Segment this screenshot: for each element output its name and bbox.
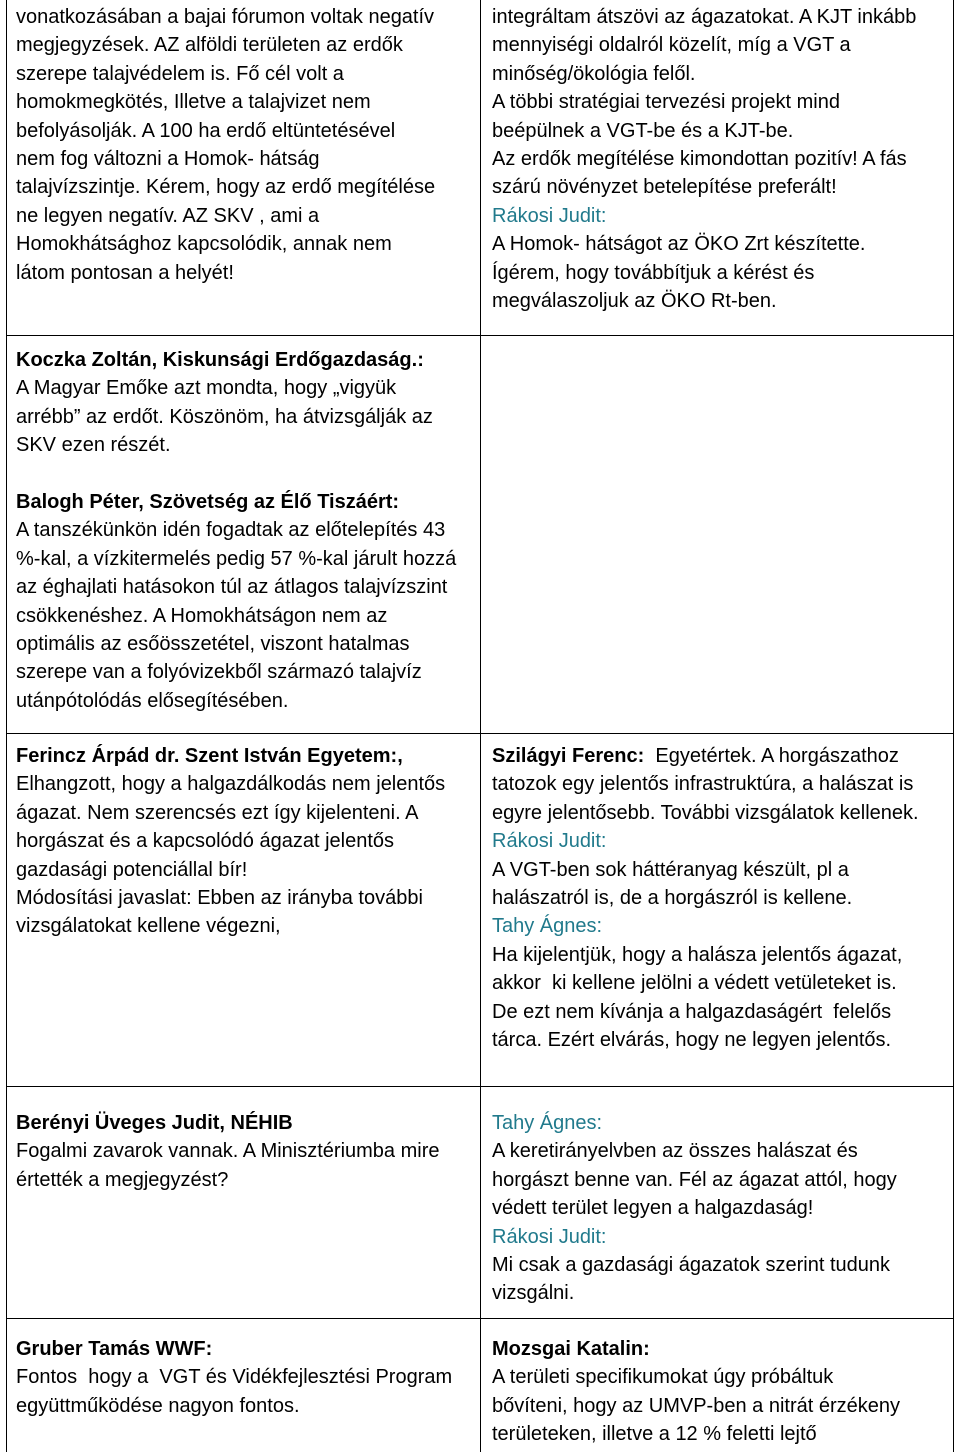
text-line: területeken, illetve a 12 % feletti lejtő <box>492 1423 817 1446</box>
text-line: értették a megjegyzést? <box>16 1168 229 1191</box>
comment-paragraph <box>16 742 480 941</box>
speaker-name: Koczka Zoltán, Kiskunsági Erdőgazdaság.: <box>16 349 424 371</box>
text-line: vizsgálatokat kellene végezni, <box>16 915 281 938</box>
text-line <box>492 912 953 940</box>
text-line: Fogalmi zavarok vannak. A Minisztériumba mire <box>16 1140 440 1163</box>
text-line <box>492 1223 953 1251</box>
text-line: látom pontosan a helyét! <box>16 261 234 284</box>
text-line: Ígérem, hogy továbbítjuk a kérést és <box>492 261 815 284</box>
comment-cell <box>7 1319 481 1452</box>
text-line <box>492 827 953 855</box>
text-line: A Homok- hátságot az ÖKO Zrt készítette. <box>492 233 866 256</box>
text-line: A tanszékünkön idén fogadtak az előtelepítés 43 <box>16 519 446 542</box>
text-line <box>492 1335 953 1363</box>
respondent-name: Tahy Ágnes: <box>492 1112 603 1134</box>
text-line: Homokhátsághoz kapcsolódik, annak nem <box>16 233 392 256</box>
text-line: De ezt nem kívánja a halgazdaságért felelős <box>492 1000 892 1023</box>
text-line: Mi csak a gazdasági ágazatok szerint tudunk <box>492 1253 890 1276</box>
text-line <box>16 488 480 516</box>
respondent-name: Rákosi Judit: <box>492 204 607 227</box>
speaker-name: Gruber Tamás WWF: <box>16 1338 213 1360</box>
table-row <box>6 1319 954 1452</box>
text-line: Fontos hogy a VGT és Vidékfejlesztési Program <box>16 1366 453 1389</box>
comment-paragraph <box>16 1335 480 1420</box>
text-line: mennyiségi oldalról közelít, míg a VGT a <box>492 34 851 57</box>
text-line: homokmegkötés, Illetve a talajvizet nem <box>16 91 371 114</box>
table-row <box>6 336 954 734</box>
text-line: A VGT-ben sok háttéranyag készült, pl a <box>492 858 849 881</box>
text-line: gazdasági potenciállal bír! <box>16 858 248 881</box>
text-line: akkor ki kellene jelölni a védett vetületeket is. <box>492 972 897 995</box>
text-line: vizsgálni. <box>492 1282 575 1305</box>
text-line <box>16 1335 480 1363</box>
text-line: A területi specifikumokat úgy próbáltuk <box>492 1366 834 1389</box>
text-line: SKV ezen részét. <box>16 434 171 457</box>
response-paragraph <box>492 1335 953 1449</box>
text-line: szerepe van a folyóvizekből származó talajvíz <box>16 661 422 684</box>
text-line: bővíteni, hogy az UMVP-ben a nitrát érzékeny <box>492 1394 900 1417</box>
response-paragraph <box>492 1109 953 1308</box>
text-line: optimális az esőösszetétel, viszont hatalmas <box>16 632 410 655</box>
text-line: Elhangzott, hogy a halgazdálkodás nem jelentős <box>16 773 446 796</box>
text-line: utánpótolódás elősegítésében. <box>16 689 289 712</box>
respondent-name: Rákosi Judit: <box>492 1225 607 1248</box>
text-line: Ha kijelentjük, hogy a halásza jelentős ágazat, <box>492 943 903 966</box>
text-line: integráltam átszövi az ágazatokat. A KJT inkább <box>492 6 917 28</box>
comment-cell <box>7 734 481 1086</box>
text-line: arrébb” az erdőt. Köszönöm, ha átvizsgálják az <box>16 405 433 428</box>
speaker-name: Berényi Üveges Judit, NÉHIB <box>16 1112 293 1134</box>
text-line: tatozok egy jelentős infrastruktúra, a halászat is <box>492 773 914 796</box>
text-line: az éghajlati hatásokon túl az átlagos talajvízszint <box>16 576 448 599</box>
speaker-name: Ferincz Árpád dr. Szent István Egyetem:, <box>16 745 403 767</box>
respondent-name: Rákosi Judit: <box>492 830 607 853</box>
text-line: szárú növényzet betelepítése preferált! <box>492 176 837 199</box>
text-fragment: Egyetértek. A horgászathoz <box>644 745 899 767</box>
comment-cell <box>7 0 481 335</box>
text-line <box>16 1109 480 1137</box>
table-row <box>6 0 954 336</box>
text-line: védett terület legyen a halgazdaság! <box>492 1197 814 1220</box>
response-cell <box>481 336 953 733</box>
text-line: megválaszoljuk az ÖKO Rt-ben. <box>492 289 777 312</box>
table-row <box>6 734 954 1087</box>
text-line <box>492 742 953 770</box>
text-line: Módosítási javaslat: Ebben az irányba további <box>16 886 423 909</box>
text-line: halászatról is, de a horgászról is kellene. <box>492 886 853 909</box>
text-line: szerepe talajvédelem is. Fő cél volt a <box>16 62 344 85</box>
text-line: befolyásolják. A 100 ha erdő eltüntetésével <box>16 119 396 142</box>
response-cell <box>481 0 953 335</box>
text-line: vonatkozásában a bajai fórumon voltak negatív <box>16 6 435 28</box>
text-line: %-kal, a vízkitermelés pedig 57 %-kal járult hozzá <box>16 547 457 570</box>
text-line <box>492 1109 953 1137</box>
comment-paragraph <box>16 3 480 287</box>
text-line: A keretirányelvben az összes halászat és <box>492 1140 858 1163</box>
text-line: talajvízszintje. Kérem, hogy az erdő megítélése <box>16 176 436 199</box>
response-cell <box>481 1087 953 1318</box>
text-line: Az erdők megítélése kimondottan pozitív! A fás <box>492 147 907 170</box>
minutes-table <box>6 0 954 1452</box>
speaker-name: Balogh Péter, Szövetség az Élő Tiszáért: <box>16 490 400 513</box>
text-line: tárca. Ezért elvárás, hogy ne legyen jelentős. <box>492 1028 892 1051</box>
text-line <box>16 346 480 374</box>
text-line: A Magyar Emőke azt mondta, hogy „vigyük <box>16 377 397 400</box>
respondent-name: Tahy Ágnes: <box>492 915 603 938</box>
text-line: ne legyen negatív. AZ SKV , ami a <box>16 204 320 227</box>
response-cell <box>481 1319 953 1452</box>
text-line: megjegyzések. AZ alföldi területen az erdők <box>16 34 403 57</box>
comment-paragraph <box>16 488 480 715</box>
text-line <box>16 742 480 770</box>
text-line: egyre jelentősebb. További vizsgálatok kellenek. <box>492 801 919 824</box>
response-cell <box>481 734 953 1086</box>
text-line: együttműködése nagyon fontos. <box>16 1394 300 1417</box>
text-line: A többi stratégiai tervezési projekt mind <box>492 91 840 114</box>
comment-paragraph <box>16 1109 480 1194</box>
comment-paragraph <box>16 346 480 460</box>
comment-cell <box>7 336 481 733</box>
text-line: horgászat és a kapcsolódó ágazat jelentős <box>16 830 395 853</box>
speaker-name: Szilágyi Ferenc: <box>492 745 645 767</box>
text-line: minőség/ökológia felől. <box>492 62 696 85</box>
text-line: ágazat. Nem szerencsés ezt így kijelenteni. A <box>16 801 419 824</box>
comment-cell <box>7 1087 481 1318</box>
response-paragraph <box>492 742 953 1054</box>
text-line: csökkenéshez. A Homokhátságon nem az <box>16 604 388 627</box>
table-row <box>6 1087 954 1319</box>
speaker-name: Mozsgai Katalin: <box>492 1338 650 1360</box>
text-line: horgászt benne van. Fél az ágazat attól, hogy <box>492 1168 897 1191</box>
text-line <box>492 202 953 230</box>
text-line: beépülnek a VGT-be és a KJT-be. <box>492 119 794 142</box>
response-paragraph <box>492 3 953 315</box>
text-line: nem fog változni a Homok- hátság <box>16 147 320 170</box>
